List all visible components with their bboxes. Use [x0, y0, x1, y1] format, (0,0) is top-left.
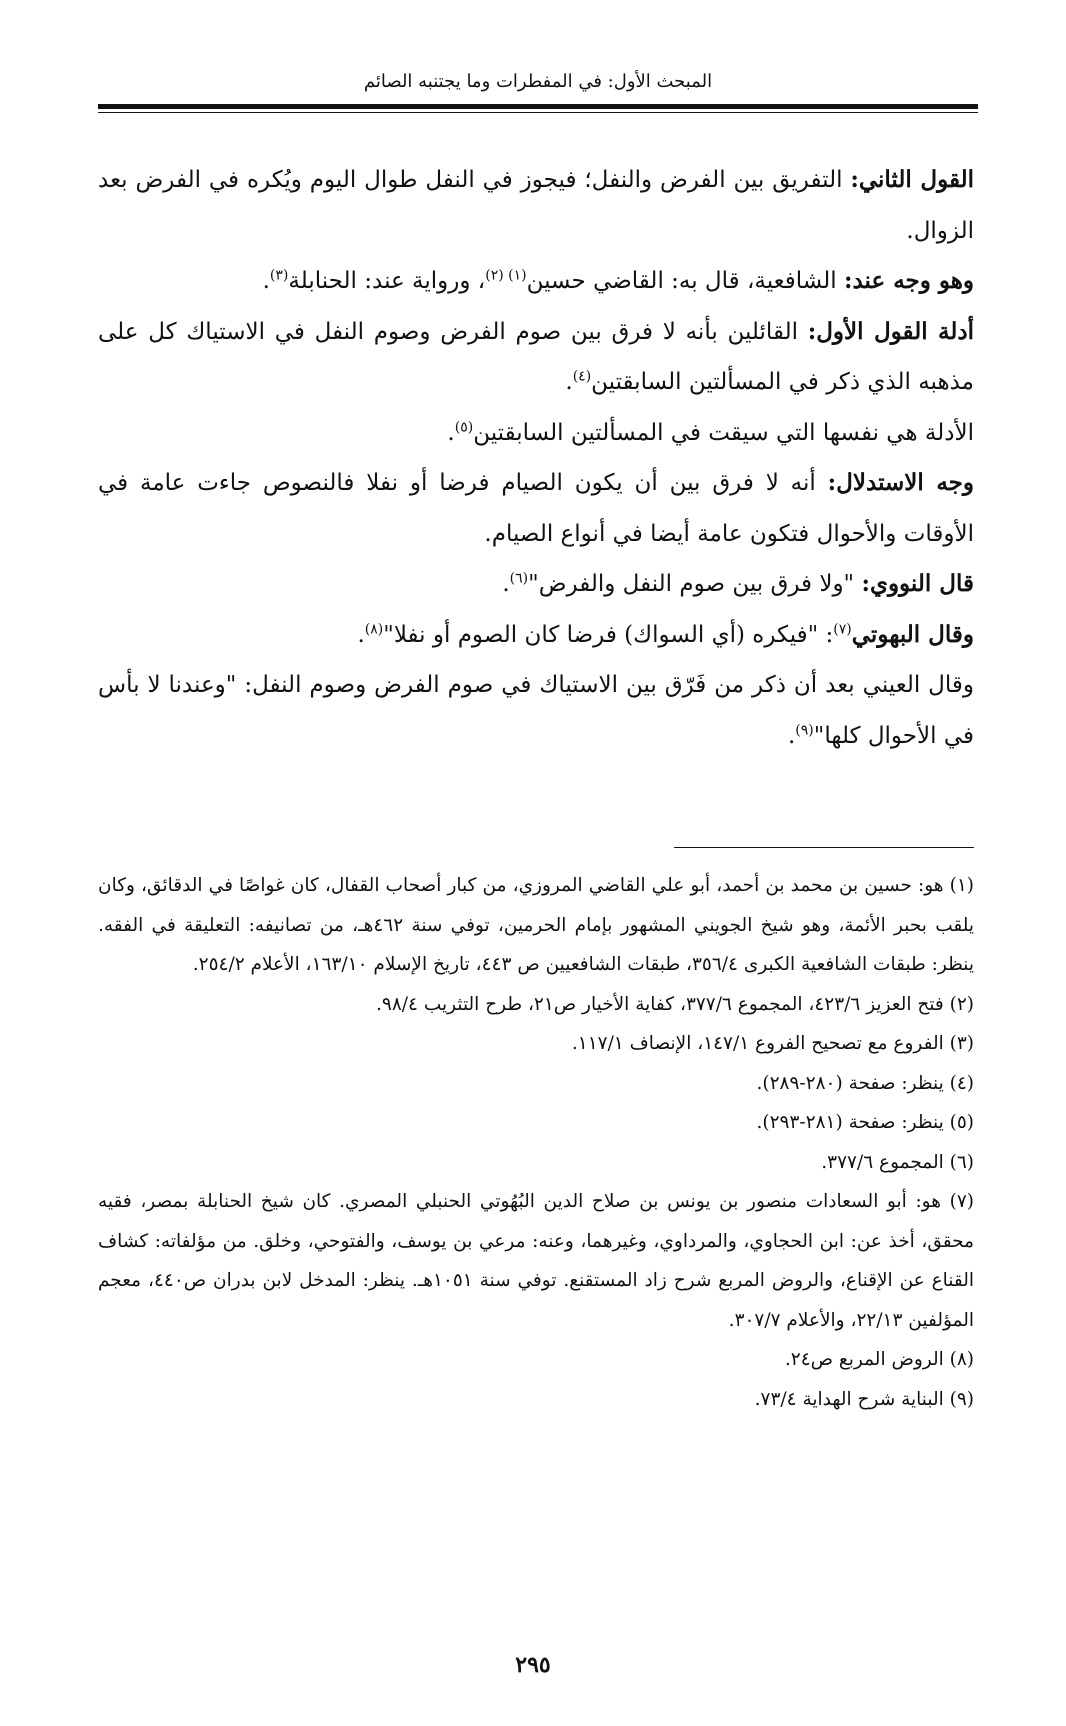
footnote-2: (٢) فتح العزيز ٤٢٣/٦، المجموع ٣٧٧/٦، كفاية الأخيار ص٢١، طرح التثريب ٩٨/٤. [376, 993, 974, 1015]
footnote-9: (٩) البناية شرح الهداية ٧٣/٤. [754, 1388, 974, 1410]
paragraph-text: . [262, 268, 270, 294]
footnote-ref: (٥) [454, 418, 474, 435]
page-number: ٢٩٥ [515, 1652, 551, 1678]
footnote-ref: (١) (٢) [485, 267, 527, 284]
paragraph-text: . [357, 621, 365, 648]
paragraph-text: أنه لا فرق بين أن يكون الصيام فرضا أو نفلا فالنصوص جاءت عامة في الأوقات والأحوال فتكون عامة أيضا في أنواع الصيام. [98, 470, 974, 547]
footnote-separator [674, 847, 974, 848]
paragraph-heading: وجه الاستدلال: [827, 469, 974, 496]
paragraph-first-opinion-evidence [98, 307, 974, 408]
paragraph-text: وقال العيني بعد أن ذكر من فَرّق بين الاستياك في صوم الفرض وصوم النفل: "وعندنا لا بأس في الأحوال كلها" [98, 672, 974, 749]
paragraph-text: ، ورواية عند: الحنابلة [288, 268, 486, 294]
footnote-ref: (٨) [364, 620, 384, 637]
paragraph-text: الأدلة هي نفسها التي سيقت في المسألتين السابقتين [473, 419, 974, 446]
paragraph-text: . [787, 722, 796, 749]
paragraph-nawawi-quote [98, 559, 974, 610]
footnote-ref: (٤) [572, 368, 592, 385]
footnote-5: (٥) ينظر: صفحة (٢٨١-٢٩٣). [756, 1112, 974, 1133]
footnote-3: (٣) الفروع مع تصحيح الفروع ١٤٧/١، الإنصاف ١١٧/١. [571, 1033, 974, 1054]
paragraph-text: الشافعية، قال به: القاضي حسين [526, 268, 844, 294]
header-rule-thick [98, 104, 978, 109]
paragraph-heading: وهو وجه عند: [843, 267, 974, 294]
header-rule-thin [98, 112, 978, 113]
paragraph-heading: أدلة القول الأول: [807, 317, 974, 345]
paragraph-second-opinion [98, 155, 974, 256]
running-header: المبحث الأول: في المفطرات وما يجتنبه الصائم [363, 71, 713, 92]
paragraph-view-holders [98, 256, 974, 307]
paragraph-text: . [447, 419, 455, 446]
footnote-4: (٤) ينظر: صفحة (٢٨٠-٢٨٩). [756, 1072, 974, 1094]
paragraph-text: : "فيكره (أي السواك) فرضا كان الصوم أو نفلا" [383, 621, 834, 648]
paragraph-evidence-same [98, 408, 974, 459]
paragraph-text: "ولا فرق بين صوم النفل والفرض" [528, 571, 862, 597]
paragraph-aini-quote [98, 660, 974, 761]
paragraph-inference [98, 458, 974, 559]
paragraph-text: . [565, 369, 573, 395]
main-text [98, 155, 974, 761]
footnotes [98, 866, 974, 1419]
footnote-ref: (٣) [269, 267, 289, 284]
footnote-7: (٧) هو: أبو السعادات منصور بن يونس بن صلاح الدين البُهُوتي الحنبلي المصري. كان شيخ الحنابلة بمصر، فقيه محقق، أخذ عن: ابن الحجاوي، والمرداوي، وغيرهما، وعنه: مرعي بن يوسف، والفتوحي، وخلق. من مؤلفاته: كشاف القناع عن الإقناع، والروض المربع شرح زاد المستقنع. توفي سنة ١٠٥١هـ. ينظر: المدخل لابن بدران ص٤٤٠، معجم المؤلفين ٢٢/١٣، والأعلام ٣٠٧/٧. [98, 1191, 975, 1331]
footnote-8: (٨) الروض المربع ص٢٤. [784, 1349, 974, 1370]
footnote-1: (١) هو: حسين بن محمد بن أحمد، أبو علي القاضي المروزي، من كبار أصحاب القفال، كان غواصًا في الدقائق، وكان يلقب بحبر الأئمة، وهو شيخ الجويني المشهور بإمام الحرمين، توفي سنة ٤٦٢هـ، من تصانيفه: التعليقة في الفقه. ينظر: طبقات الشافعية الكبرى ٣٥٦/٤، طبقات الشافعيين ص ٤٤٣، تاريخ الإسلام ١٦٣/١٠، الأعلام ٢٥٤/٢. [98, 875, 974, 975]
footnote-ref: (٧) [833, 620, 852, 637]
paragraph-heading: القول الثاني: [850, 166, 974, 193]
paragraph-heading: قال النووي: [861, 570, 974, 597]
paragraph-heading: وقال البهوتي [851, 620, 974, 648]
paragraph-text: التفريق بين الفرض والنفل؛ فيجوز في النفل طوال اليوم ويُكره في الفرض بعد الزوال. [98, 167, 974, 244]
footnote-ref: (٦) [509, 570, 529, 587]
paragraph-text: . [502, 571, 510, 597]
paragraph-text: القائلين بأنه لا فرق بين صوم الفرض وصوم النفل في الاستياك كل على مذهبه الذي ذكر في المسألتين السابقتين [98, 318, 974, 395]
footnote-ref: (٩) [795, 721, 814, 738]
footnote-6: (٦) المجموع ٣٧٧/٦. [821, 1151, 974, 1173]
paragraph-buhuti-quote [98, 610, 974, 661]
